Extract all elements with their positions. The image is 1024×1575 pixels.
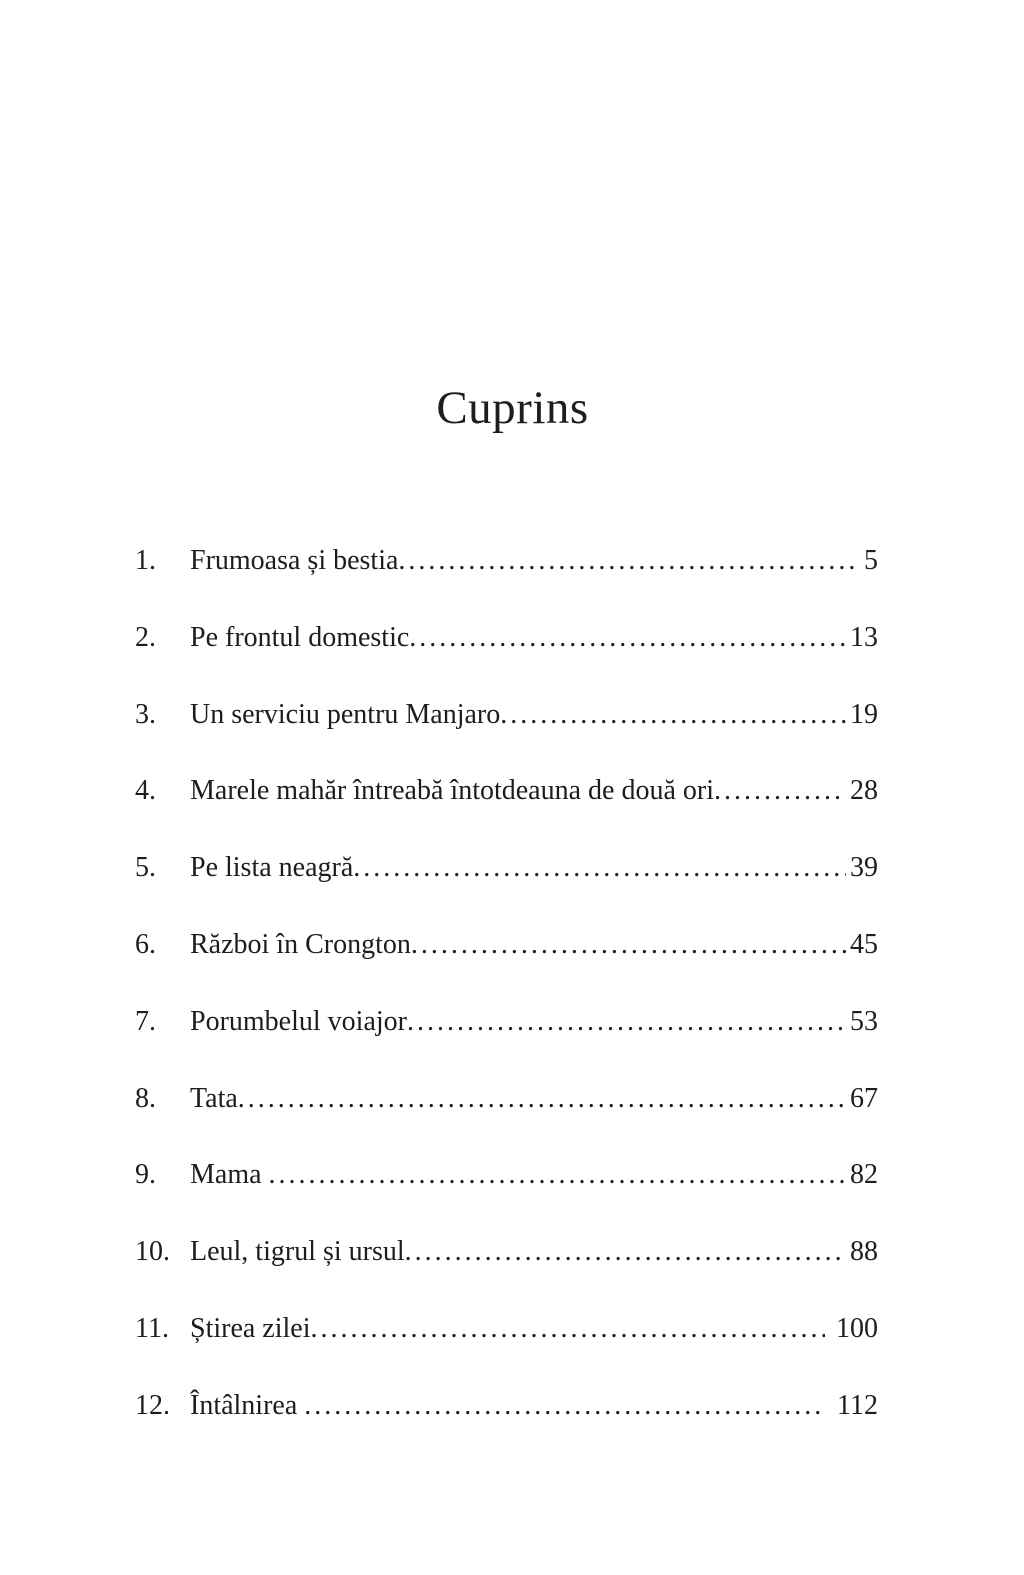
toc-list [135, 523, 878, 1445]
toc-entry [135, 600, 878, 677]
chapter-number: 9. [135, 1159, 156, 1191]
chapter-title: Porumbelul voiajor [190, 1005, 407, 1037]
page-number: 67 [846, 1061, 878, 1138]
dot-leader [411, 929, 878, 960]
chapter-title: Leul, tigrul și ursul [190, 1236, 405, 1268]
chapter-title: Frumoasa și bestia [190, 545, 399, 576]
page-number: 39 [846, 830, 878, 907]
chapter-title: Întâlnirea [190, 1389, 305, 1421]
chapter-number: 7. [135, 1005, 156, 1037]
chapter-title: Război în Crongton [190, 928, 411, 960]
toc-entry [135, 1368, 878, 1445]
chapter-title: Marele mahăr întreabă întotdeauna de două ori [190, 775, 714, 807]
chapter-number: 11. [135, 1312, 169, 1344]
toc-entry [135, 830, 878, 907]
chapter-title: Mama [190, 1159, 269, 1191]
toc-entry [135, 753, 878, 830]
chapter-number: 1. [135, 545, 156, 576]
chapter-title: Pe frontul domestic [190, 621, 410, 653]
chapter-number: 10. [135, 1236, 170, 1268]
dot-leader [398, 545, 878, 576]
chapter-title: Tata [190, 1082, 238, 1114]
toc-entry [135, 523, 878, 600]
page-number: 45 [846, 907, 878, 984]
chapter-number: 5. [135, 852, 156, 884]
dot-leader [238, 1083, 878, 1114]
chapter-title: Pe lista neagră [190, 852, 354, 884]
toc-entry [135, 907, 878, 984]
chapter-title: Știrea zilei [190, 1312, 311, 1344]
page-number: 5 [860, 523, 878, 600]
dot-leader [405, 1236, 878, 1267]
toc-entry [135, 1214, 878, 1291]
chapter-number: 3. [135, 698, 156, 730]
page-number: 112 [826, 1368, 878, 1445]
chapter-number: 8. [135, 1082, 156, 1114]
chapter-number: 4. [135, 775, 156, 807]
page-number: 82 [846, 1137, 878, 1214]
page-number: 53 [846, 984, 878, 1061]
dot-leader [500, 699, 878, 730]
dot-leader [269, 1159, 878, 1190]
chapter-title: Un serviciu pentru Manjaro [190, 698, 501, 730]
page-number: 13 [846, 600, 878, 677]
dot-leader [407, 1006, 878, 1037]
toc-entry [135, 677, 878, 754]
toc-entry [135, 984, 878, 1061]
chapter-number: 12. [135, 1389, 170, 1421]
toc-entry [135, 1137, 878, 1214]
toc-entry [135, 1291, 878, 1368]
dot-leader [409, 622, 878, 653]
dot-leader [311, 1313, 878, 1344]
dot-leader [304, 1390, 878, 1421]
page-title: Cuprins [436, 382, 589, 434]
page-number: 19 [846, 677, 878, 754]
chapter-number: 2. [135, 621, 156, 653]
page-number: 88 [846, 1214, 878, 1291]
toc-entry [135, 1061, 878, 1138]
page-number: 28 [846, 753, 878, 830]
dot-leader [353, 852, 878, 883]
page-number: 100 [825, 1291, 878, 1368]
chapter-number: 6. [135, 928, 156, 960]
